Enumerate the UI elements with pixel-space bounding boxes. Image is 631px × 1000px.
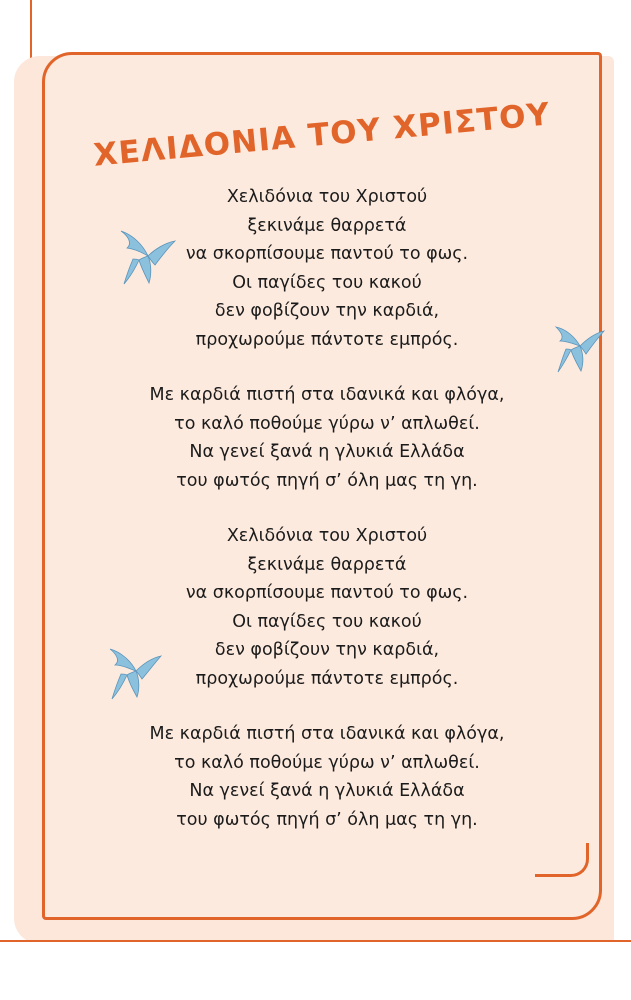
page-left-edge-inner [0, 0, 10, 1000]
lyrics-line: Με καρδιά πιστή στα ιδανικά και φλόγα, [149, 724, 505, 744]
lyrics-line: Να γενεί ξανά η γλυκιά Ελλάδα [189, 781, 465, 801]
page-bottom-edge [0, 940, 631, 1000]
lyrics-line: του φωτός πηγή σ’ όλη μας τη γη. [176, 470, 478, 491]
lyrics-body [95, 183, 559, 834]
lyrics-line: να σκορπίσουμε παντού το φως. [185, 583, 469, 603]
lyrics-line: προχωρούμε πάντοτε εμπρός. [195, 329, 459, 350]
lyrics-line: Οι παγίδες του κακού [232, 272, 422, 293]
lyrics-line: το καλό ποθούμε γύρω ν’ απλωθεί. [174, 413, 480, 434]
lyrics-line: Χελιδόνια του Χριστού [226, 187, 428, 207]
lyrics-line: δεν φοβίζουν την καρδιά, [214, 640, 440, 660]
lyrics-stanza [95, 183, 559, 354]
lyrics-line: Χελιδόνια του Χριστού [226, 526, 428, 546]
lyrics-line: ξεκινάμε θαρρετά [247, 554, 407, 575]
lyrics-line: το καλό ποθούμε γύρω ν’ απλωθεί. [174, 752, 480, 773]
lyrics-stanza [95, 720, 559, 834]
lyrics-line: του φωτός πηγή σ’ όλη μας τη γη. [176, 809, 478, 830]
lyrics-stanza [95, 381, 559, 495]
lyrics-line: Να γενεί ξανά η γλυκιά Ελλάδα [189, 442, 465, 462]
lyrics-card [42, 52, 602, 920]
lyrics-line: προχωρούμε πάντοτε εμπρός. [195, 668, 459, 689]
lyrics-line: να σκορπίσουμε παντού το φως. [185, 244, 469, 264]
page-corner-fold [535, 843, 589, 877]
lyrics-stanza [95, 522, 559, 693]
lyrics-line: δεν φοβίζουν την καρδιά, [214, 301, 440, 321]
lyrics-line: Οι παγίδες του κακού [232, 611, 422, 632]
lyrics-line: ξεκινάμε θαρρετά [247, 215, 407, 236]
page-title: ΧΕΛΙΔΟΝΙΑ ΤΟΥ ΧΡΙΣΤΟΥ [92, 96, 552, 174]
lyrics-line: Με καρδιά πιστή στα ιδανικά και φλόγα, [149, 385, 505, 405]
